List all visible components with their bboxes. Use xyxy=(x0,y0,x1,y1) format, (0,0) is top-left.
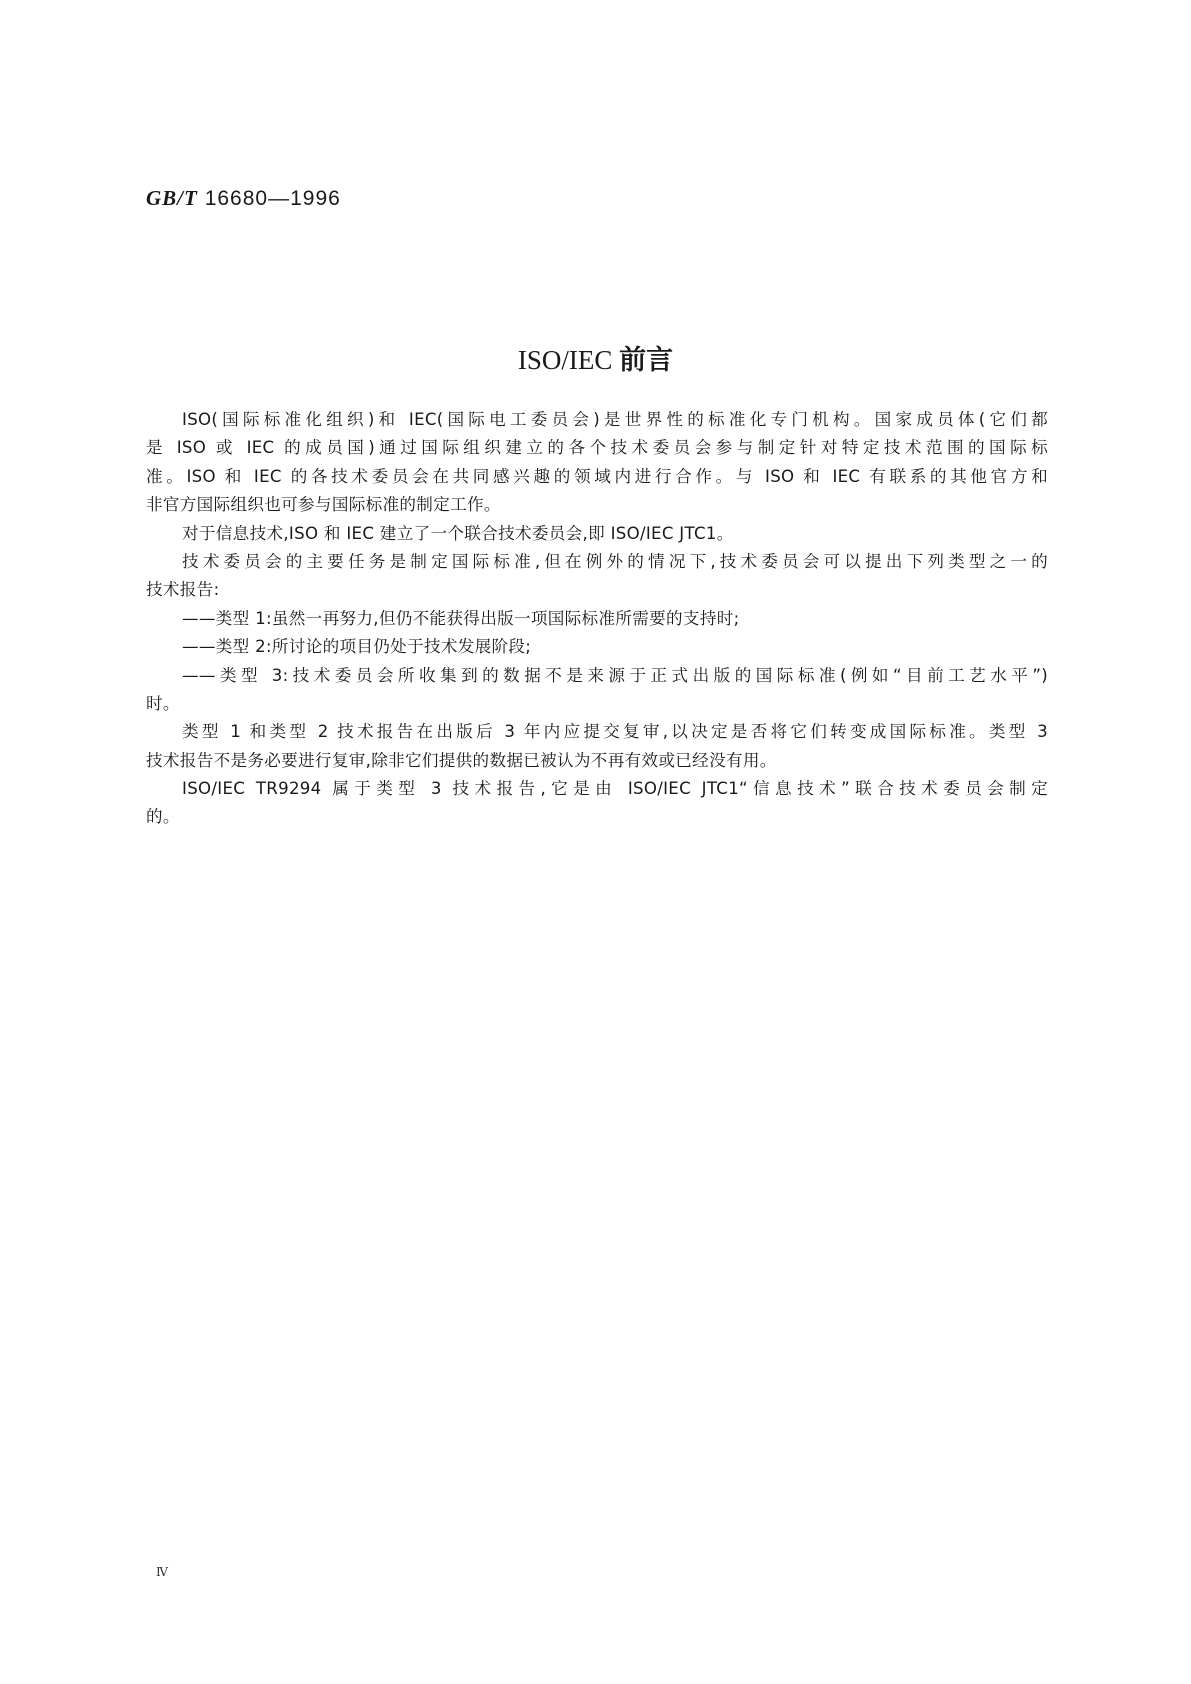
page-number: Ⅳ xyxy=(156,1565,168,1579)
foreword-body xyxy=(146,406,1048,832)
text-line: 技术委员会的主要任务是制定国际标准,但在例外的情况下,技术委员会可以提出下列类型之一的 xyxy=(182,551,1048,571)
standard-number: 16680—1996 xyxy=(204,187,341,210)
page-title-chinese: 前言 xyxy=(619,345,674,376)
text-line: 类型 1 和类型 2 技术报告在出版后 3 年内应提交复审,以决定是否将它们转变成国际标准。类型 3 xyxy=(182,722,1048,742)
text-line: 的。 xyxy=(146,807,180,827)
text-line: 技术报告不是务必要进行复审,除非它们提供的数据已被认为不再有效或已经没有用。 xyxy=(146,750,777,770)
text-line: 非官方国际组织也可参与国际标准的制定工作。 xyxy=(146,495,501,515)
text-line: ISO(国际标准化组织)和 IEC(国际电工委员会)是世界性的标准化专门机构。国家成员体(它们都 xyxy=(182,410,1048,429)
list-item: ——类型 1:虽然一再努力,但仍不能获得出版一项国际标准所需要的支持时; xyxy=(182,608,740,628)
text-line: 时。 xyxy=(146,693,180,713)
text-line: ISO/IEC TR9294 属于类型 3 技术报告,它是由 ISO/IEC JTC1“信息技术”联合技术委员会制定 xyxy=(182,779,1048,799)
text-line: 是 ISO 或 IEC 的成员国)通过国际组织建立的各个技术委员会参与制定针对特定技术范围的国际标 xyxy=(146,438,1048,458)
text-line: 对于信息技术,ISO 和 IEC 建立了一个联合技术委员会,即 ISO/IEC JTC1。 xyxy=(182,523,734,543)
list-item: ——类型 3:技术委员会所收集到的数据不是来源于正式出版的国际标准(例如“目前工艺水平”) xyxy=(182,665,1048,685)
text-line: 技术报告: xyxy=(146,580,220,600)
list-item: ——类型 2:所讨论的项目仍处于技术发展阶段; xyxy=(182,637,532,657)
standard-code-header xyxy=(146,186,341,211)
text-line: 准。ISO 和 IEC 的各技术委员会在共同感兴趣的领域内进行合作。与 ISO 和 IEC 有联系的其他官方和 xyxy=(146,466,1048,486)
standard-prefix: GB/T xyxy=(146,186,198,210)
page-title xyxy=(0,338,1191,377)
page-title-latin: ISO/IEC xyxy=(517,345,613,375)
